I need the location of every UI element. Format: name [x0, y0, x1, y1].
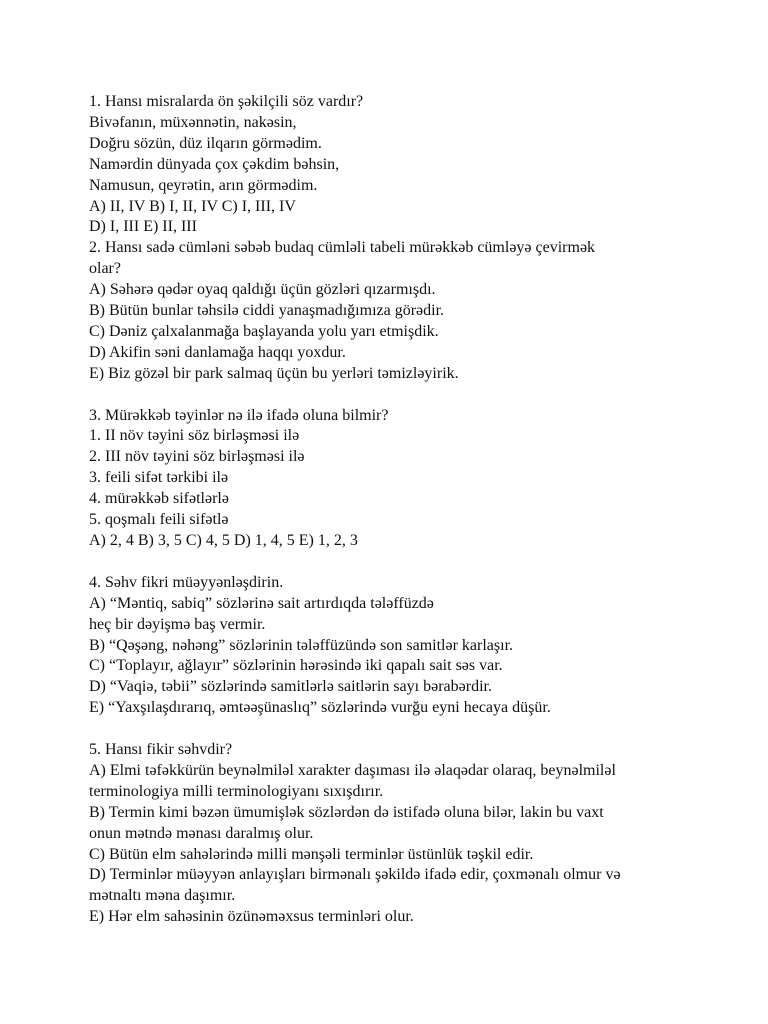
- answer-option-a: A) Səhərə qədər oyaq qaldığı üçün gözləri qızarmışdı.: [89, 281, 436, 299]
- list-item-4: 4. mürəkkəb sifətlərlə: [89, 490, 229, 508]
- answer-option-a: A) Elmi təfəkkürün beynəlmiləl xarakter daşıması ilə əlaqədar olaraq, beynəlmiləl: [89, 761, 616, 779]
- answer-option-c: C) Dəniz çalxalanmağa başlayanda yolu yarı etmişdik.: [89, 322, 439, 340]
- list-item-1: 1. II növ təyini söz birləşməsi ilə: [89, 427, 300, 445]
- question-2-prompt: 2. Hansı sadə cümləni səbəb budaq cümləli tabeli mürəkkəb cümləyə çevirmək: [89, 239, 596, 257]
- poem-line-2: Doğru sözün, düz ilqarın görmədim.: [89, 134, 322, 152]
- poem-line-1: Bivəfanın, müxənnətin, nakəsin,: [89, 113, 297, 131]
- question-3: [89, 406, 729, 552]
- list-item-3: 3. feili sifət tərkibi ilə: [89, 469, 229, 487]
- question-1-prompt: 1. Hansı misralarda ön şəkilçili söz vardır?: [89, 93, 364, 110]
- poem-line-4: Namusun, qeyrətin, arın görmədim.: [89, 176, 318, 194]
- question-5: [89, 740, 729, 928]
- question-5-prompt: 5. Hansı fikir səhvdir?: [89, 741, 233, 759]
- question-3-prompt: 3. Mürəkkəb təyinlər nə ilə ifadə oluna bilmir?: [89, 406, 389, 424]
- answer-option-c: C) Bütün elm sahələrində milli mənşəli terminlər üstünlük təşkil edir.: [89, 845, 534, 863]
- list-item-2: 2. III növ təyini söz birləşməsi ilə: [89, 448, 305, 466]
- answer-option-a: A) “Məntiq, sabiq” sözlərinə sait artırdıqda tələffüzdə: [89, 594, 434, 612]
- answer-option-d: D) “Vaqiə, təbii” sözlərində samitlərlə saitlərin sayı bərabərdir.: [89, 678, 492, 696]
- answer-option-d: D) Terminlər müəyyən anlayışları birmənalı şəkildə ifadə edir, çoxmənalı olmur və: [89, 866, 621, 884]
- document-body: [89, 92, 729, 928]
- answer-options-line: D) I, III E) II, III: [89, 218, 197, 236]
- answer-option-d: D) Akifin səni danlamağa haqqı yoxdur.: [89, 343, 346, 361]
- question-2-prompt-continued: olar?: [89, 260, 121, 278]
- answer-option-a-continued: terminologiya milli terminologiyanı sıxışdırır.: [89, 782, 384, 800]
- answer-option-b: B) Bütün bunlar təhsilə ciddi yanaşmadığımıza görədir.: [89, 302, 445, 320]
- question-4-prompt: 4. Səhv fikri müəyyənləşdirin.: [89, 573, 284, 591]
- answer-option-b: B) Termin kimi bəzən ümumişlək sözlərdən də istifadə oluna bilər, lakin bu vaxt: [89, 803, 604, 821]
- answer-option-b-continued: onun mətndə mənası daralmış olur.: [89, 824, 314, 842]
- question-2: [89, 238, 729, 384]
- answer-option-e: E) “Yaxşılaşdırarıq, əmtəəşünaslıq” sözlərində vurğu eyni hecaya düşür.: [89, 699, 551, 717]
- answer-options-line: A) 2, 4 B) 3, 5 C) 4, 5 D) 1, 4, 5 E) 1, 2, 3: [89, 532, 358, 550]
- poem-line-3: Namərdin dünyada çox çəkdim bəhsin,: [89, 155, 340, 173]
- question-1: [89, 92, 729, 238]
- answer-option-e: E) Biz gözəl bir park salmaq üçün bu yerləri təmizləyirik.: [89, 364, 459, 382]
- answer-option-e: E) Hər elm sahəsinin özünəməxsus terminləri olur.: [89, 908, 414, 926]
- spacer: [89, 385, 729, 406]
- answer-option-a-continued: heç bir dəyişmə baş vermir.: [89, 615, 266, 633]
- list-item-5: 5. qoşmalı feili sifətlə: [89, 511, 229, 529]
- question-4: [89, 573, 729, 719]
- spacer: [89, 719, 729, 740]
- answer-option-c: C) “Toplayır, ağlayır” sözlərinin hərəsində iki qapalı sait səs var.: [89, 657, 503, 675]
- answer-options-line: A) II, IV B) I, II, IV C) I, III, IV: [89, 197, 296, 215]
- spacer: [89, 552, 729, 573]
- answer-option-b: B) “Qəşəng, nəhəng” sözlərinin tələffüzündə son samitlər karlaşır.: [89, 636, 514, 654]
- answer-option-d-continued: mətnaltı məna daşımır.: [89, 887, 236, 905]
